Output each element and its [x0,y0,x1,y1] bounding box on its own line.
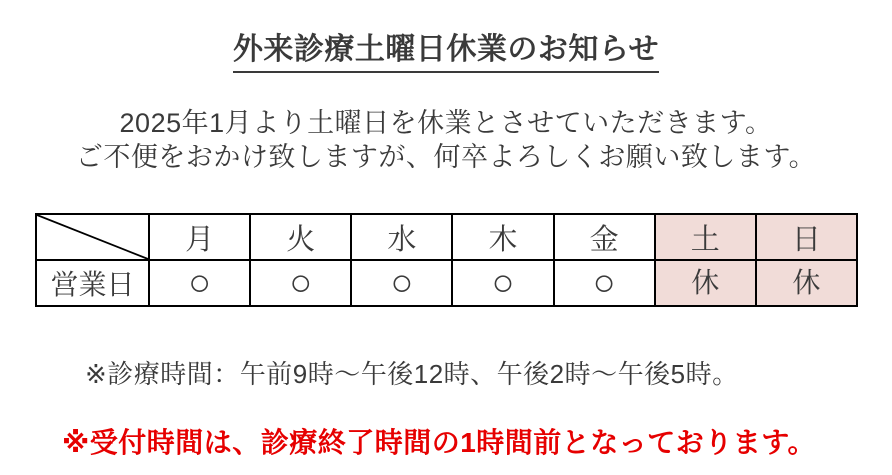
page-title: 外来診療土曜日休業のお知らせ [233,24,659,73]
status-sat: 休 [655,260,756,306]
status-wed: ○ [351,260,452,306]
status-mon: ○ [149,260,250,306]
intro-text [0,106,892,174]
table-header-row [36,214,857,260]
note-clinic-hours: ※診療時間：午前9時～午後12時、午後2時～午後5時。 [85,359,739,389]
note-reception-time: ※受付時間は、診療終了時間の1時間前となっております。 [62,427,817,458]
table-status-row [36,260,857,306]
row-label-business-day: 営業日 [36,260,149,306]
status-tue: ○ [250,260,351,306]
business-days-table [35,213,858,307]
day-header-fri: 金 [554,214,655,260]
page-title-wrap [0,24,892,73]
status-fri: ○ [554,260,655,306]
diagonal-header-cell [36,214,149,260]
day-header-thu: 木 [452,214,553,260]
day-header-sat: 土 [655,214,756,260]
status-thu: ○ [452,260,553,306]
status-sun: 休 [756,260,857,306]
diagonal-line-icon [37,215,148,259]
intro-line-1: 2025年1月より土曜日を休業とさせていただきます。 [119,108,773,138]
day-header-mon: 月 [149,214,250,260]
intro-line-2: ご不便をおかけ致しますが、何卒よろしくお願い致します。 [75,142,817,172]
day-header-sun: 日 [756,214,857,260]
day-header-wed: 水 [351,214,452,260]
day-header-tue: 火 [250,214,351,260]
